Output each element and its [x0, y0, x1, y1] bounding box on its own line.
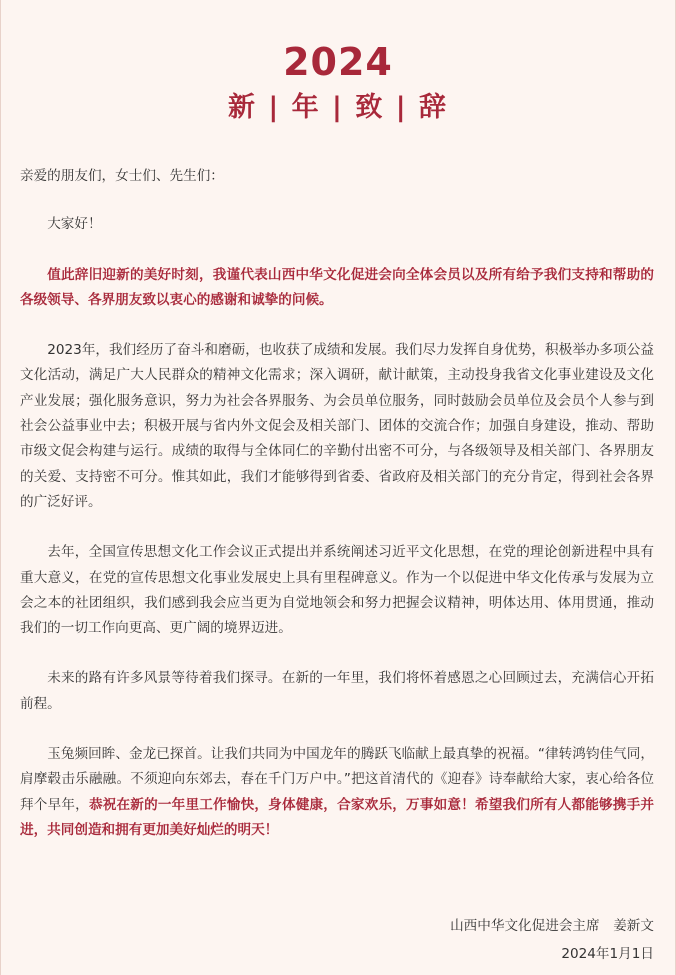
letter-title: 新 | 年 | 致 | 辞: [228, 92, 448, 123]
letter-header: [0, 0, 676, 126]
paragraph-culture-conference: 去年，全国宣传思想文化工作会议正式提出并系统阐述习近平文化思想，在党的理论创新进程中具有重大意义，在党的宣传思想文化事业发展史上具有里程碑意义。作为一个以促进中华文化传承与发展为立会之本的社团组织，我们感到我会应当更为自觉地领会和努力把握会议精神，明体达用、体用贯通，推动我们的一切工作向更高、更广阔的境界迈进。: [20, 544, 654, 637]
closing-emphasis: 恭祝在新的一年里工作愉快，身体健康，合家欢乐，万事如意！希望我们所有人都能够携手并进，共同创造和拥有更加美好灿烂的明天！: [20, 796, 655, 838]
year-heading: 2024: [283, 40, 393, 84]
salutation: 亲爱的朋友们，女士们、先生们：: [20, 168, 224, 184]
signature-organization: 山西中华文化促进会主席 姜新文: [450, 918, 654, 934]
signature-date: 2024年1月1日: [561, 946, 654, 962]
letter-body: [0, 164, 676, 843]
paragraph-2023-review: 2023年，我们经历了奋斗和磨砺，也收获了成绩和发展。我们尽力发挥自身优势，积极举办多项公益文化活动，满足广大人民群众的精神文化需求；深入调研，献计献策，主动投身我省文化事业建设及文化产业发展；强化服务意识，努力为社会各界服务、为会员单位服务，同时鼓励会员单位及会员个人参与到社会公益事业中去；积极开展与省内外文促会及相关部门、团体的交流合作；加强自身建设，推动、帮助市级文促会构建与运行。成绩的取得与全体同仁的辛勤付出密不可分，与各级领导及相关部门、各界朋友的关爱、支持密不可分。惟其如此，我们才能够得到省委、省政府及相关部门的充分肯定，得到社会各界的广泛好评。: [20, 342, 654, 510]
lead-paragraph: 值此辞旧迎新的美好时刻，我谨代表山西中华文化促进会向全体会员以及所有给予我们支持和帮助的各级领导、各界朋友致以衷心的感谢和诚挚的问候。: [20, 266, 654, 308]
paragraph-closing-wishes: [20, 742, 654, 843]
closing-text: 玉兔频回眸、金龙已探首。让我们共同为中国龙年的腾跃飞临献上最真挚的祝福。“律转鸿钧佳气同，肩摩毂击乐融融。不须迎向东郊去，春在千门万户中。”把这首清代的《迎春》诗奉献给大家，衷心给各位拜个早年，: [20, 746, 654, 813]
page-edge-left: [0, 0, 1, 975]
paragraph-future: 未来的路有许多风景等待着我们探寻。在新的一年里，我们将怀着感恩之心回顾过去，充满信心开拓前程。: [20, 670, 654, 712]
opening-greeting: 大家好！: [47, 216, 102, 233]
